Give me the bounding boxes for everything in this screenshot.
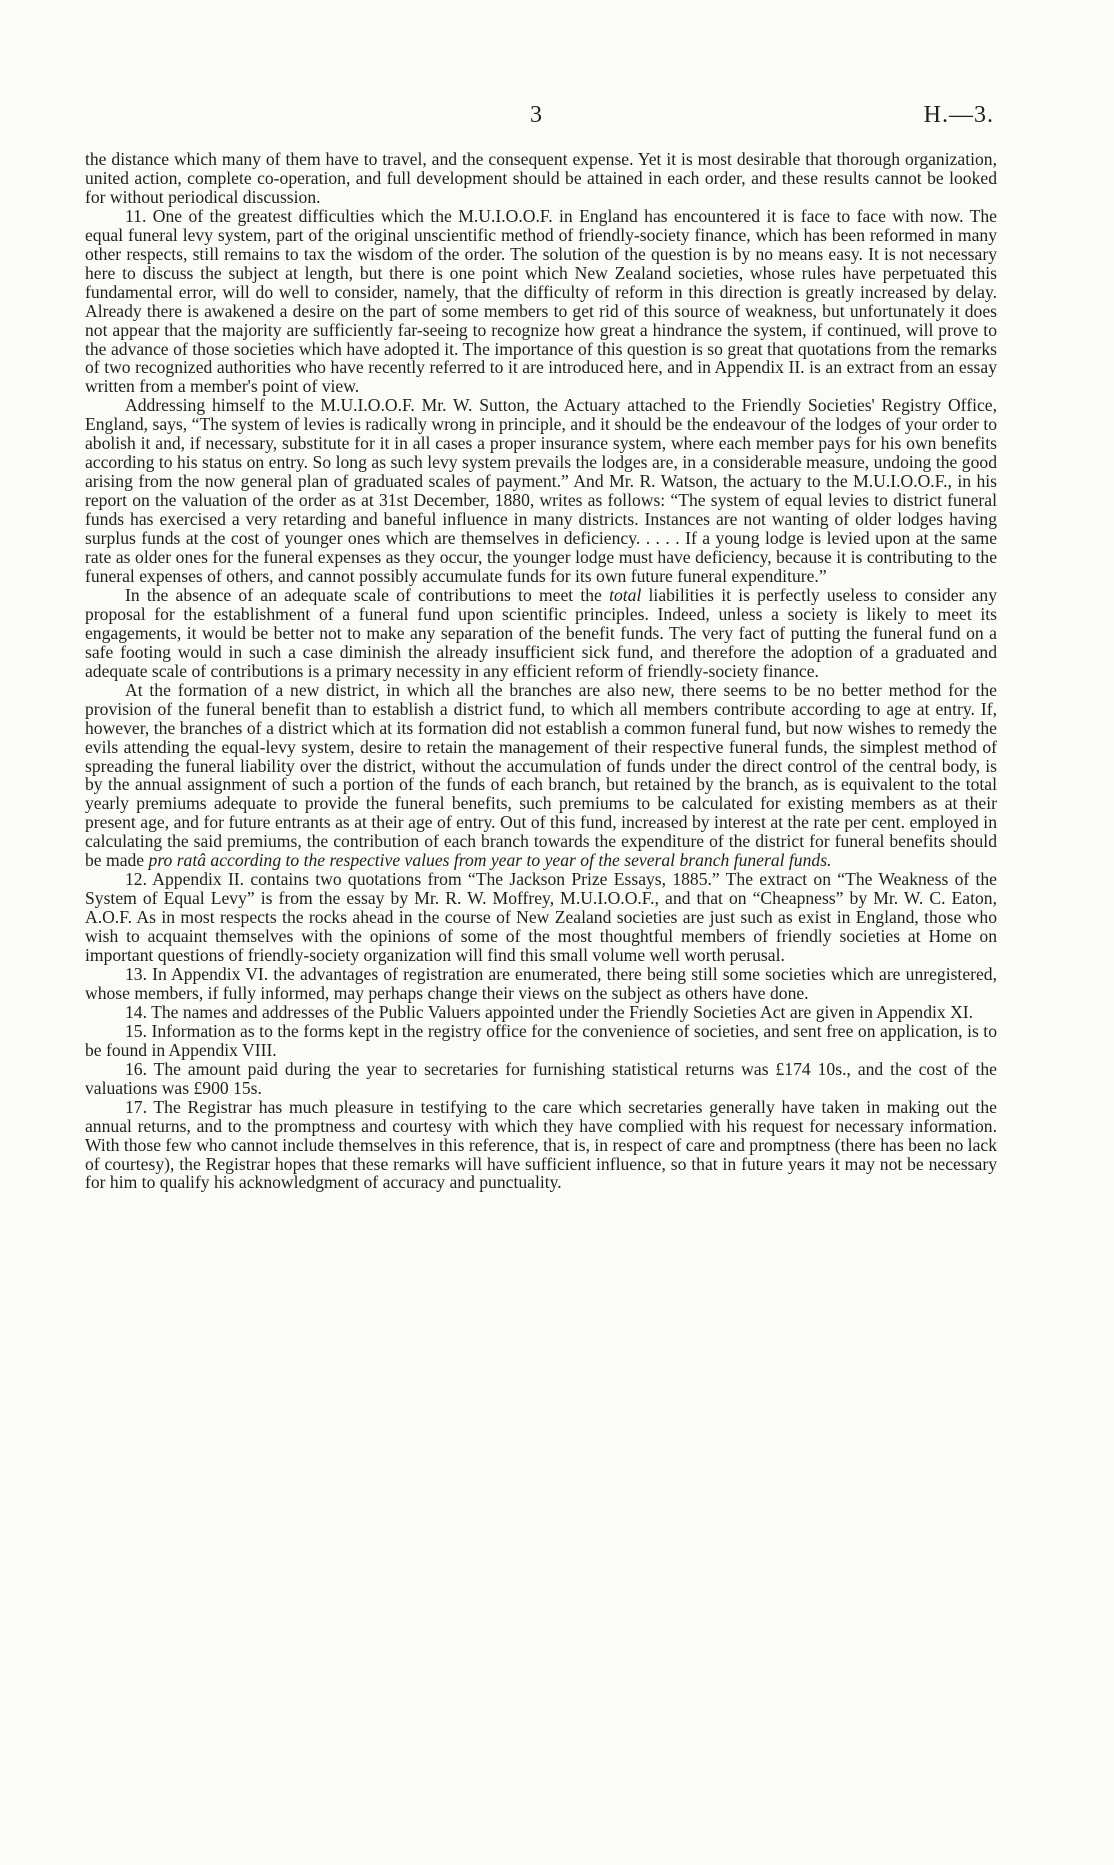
paragraph xyxy=(85,396,997,586)
paragraph-text: At the formation of a new district, in which all the branches are also new, there seems to be no better method for the provision of the funeral benefit than to establish a district fund, to which all members contribute according to age at entry. If, however, the branches of a district which at its formation did not establish a common funeral fund, but now wishes to remedy the evils attending the equal-levy system, desire to retain the management of their respective funeral funds, the simplest method of spreading the funeral liability over the district, without the accumulation of funds under the direct control of the central body, is by the annual assignment of such a portion of the funds of each branch, but retained by the branch, as is equivalent to the total yearly premiums adequate to provide the funeral benefits, such premiums to be calculated for existing members as at their present age, and for future entrants as at their age of entry. Out of this fund, increased by interest at the rate per cent. employed in calculating the said premiums, the contribution of each branch towards the expenditure of the district for funeral benefits should be made xyxy=(85,679,997,871)
paragraph-text: In the absence of an adequate scale of contributions to meet the xyxy=(125,584,610,605)
italic-text: total xyxy=(609,584,642,605)
paragraph-text: Addressing himself to the M.U.I.O.O.F. Mr. W. Sutton, the Actuary attached to the Friendly Societies' Registry Office, England, says, “The system of levies is radically wrong in principle, and it should be the endeavour of the lodges of your order to abolish it and, if necessary, substitute for it in all cases a proper insurance system, where each member pays for his own benefits according to his status on entry. So long as such levy system prevails the lodges are, in a considerable measure, undoing the good arising from the now general plan of graduated scales of payment.” And Mr. R. Watson, the actuary to the M.U.I.O.O.F., in his report on the valuation of the order as at 31st December, 1880, writes as follows: “The system of equal levies to district funeral funds has exercised a very retarding and baneful influence in many districts. Instances are not wanting of older lodges having surplus funds at the cost of younger ones which are themselves in deficiency. . . . . If a young lodge is levied upon at the same rate as older ones for the funeral expenses as they occur, the younger lodge must have deficiency, because it is contributing to the funeral expenses of others, and cannot possibly accumulate funds for its own future funeral expenditure.” xyxy=(85,395,997,586)
paragraph-text: 11. One of the greatest difficulties which the M.U.I.O.O.F. in England has encountered it is face to face with now. The equal funeral levy system, part of the original unscientific method of friendly-society finance, which has been reformed in many other respects, still remains to tax the wisdom of the order. The solution of the question is by no means easy. It is not necessary here to discuss the subject at length, but there is one point which New Zealand societies, whose rules have perpetuated this fundamental error, will do well to consider, namely, that the difficulty of reform in this direction is greatly increased by delay. Already there is awakened a desire on the part of some members to get rid of this source of weakness, but unfortunately it does not appear that the majority are sufficiently far-seeing to recognize how great a hindrance the system, if continued, will prove to the advance of those societies which have adopted it. The importance of this question is so great that quotations from the remarks of two recognized authorities who have recently referred to it are introduced here, and in Appendix II. is an extract from an essay written from a member's point of view. xyxy=(85,205,997,397)
paragraph-text: 17. The Registrar has much pleasure in testifying to the care which secretaries generally have taken in making out the annual returns, and to the promptness and courtesy with which they have complied with his request for necessary information. With those few who cannot include themselves in this reference, that is, in respect of care and promptness (there has been no lack of courtesy), the Registrar hopes that these remarks will have sufficient influence, so that in future years it may not be necessary for him to qualify his acknowledgment of accuracy and punctuality. xyxy=(85,1096,997,1193)
paragraph xyxy=(85,1098,997,1193)
paragraph-text: liabilities it is perfectly useless to consider any proposal for the establishment of a funeral fund upon scientific principles. Indeed, unless a society is likely to meet its engagements, it would be better not to make any separation of the benefit funds. The very fact of putting the funeral fund on a safe footing would in such a case diminish the already insufficient sick fund, and therefore the adoption of a graduated and adequate scale of contributions is a primary necessity in any efficient reform of friendly-society finance. xyxy=(85,584,997,681)
paragraph xyxy=(85,1060,997,1098)
paragraph-text: the distance which many of them have to travel, and the consequent expense. Yet it is most desirable that thorough organization, united action, complete co-operation, and full development should be attained in each order, and these results cannot be looked for without periodical discussion. xyxy=(85,149,997,207)
italic-text: pro ratâ according to the respective values from year to year of the several branch funeral funds. xyxy=(148,850,832,871)
paragraph-text: 13. In Appendix VI. the advantages of registration are enumerated, there being still some societies which are unregistered, whose members, if fully informed, may perhaps change their views on the subject as others have done. xyxy=(85,963,997,1003)
body-text xyxy=(85,150,997,1192)
paragraph xyxy=(85,207,997,397)
paragraph xyxy=(85,1022,997,1060)
document-reference: H.—3. xyxy=(923,102,994,128)
paragraph-text: 15. Information as to the forms kept in the registry office for the convenience of societies, and sent free on application, is to be found in Appendix VIII. xyxy=(85,1020,997,1060)
paragraph-text: 14. The names and addresses of the Public Valuers appointed under the Friendly Societies Act are given in Appendix XI. xyxy=(125,1001,974,1022)
paragraph xyxy=(85,965,997,1003)
paragraph xyxy=(85,681,997,871)
paragraph-text: 12. Appendix II. contains two quotations from “The Jackson Prize Essays, 1885.” The extract on “The Weakness of the System of Equal Levy” is from the essay by Mr. R. W. Moffrey, M.U.I.O.O.F., and that on “Cheapness” by Mr. W. C. Eaton, A.O.F. As in most respects the rocks ahead in the course of New Zealand societies are just such as exist in England, those who wish to acquaint themselves with the opinions of some of the most thoughtful members of friendly societies at Home on important questions of friendly-society organization will find this small volume well worth perusal. xyxy=(85,869,997,966)
paragraph xyxy=(85,586,997,681)
paragraph xyxy=(85,150,997,207)
page-number: 3 xyxy=(530,102,542,128)
paragraph xyxy=(85,1003,997,1022)
paragraph-text: 16. The amount paid during the year to secretaries for furnishing statistical returns was £174 10s., and the cost of the valuations was £900 15s. xyxy=(85,1058,997,1098)
paragraph xyxy=(85,870,997,965)
